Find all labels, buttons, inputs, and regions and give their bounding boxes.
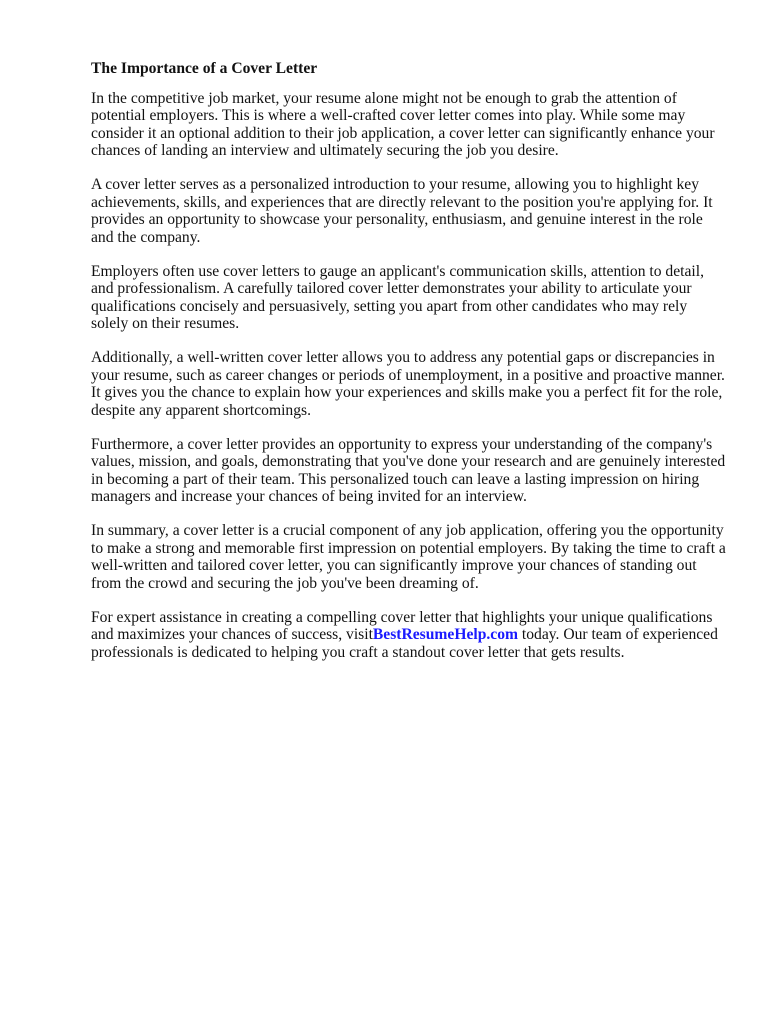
paragraph-summary: In summary, a cover letter is a crucial component of any job application, offering you the opportunity to make a strong and memorable first impression on potential employers. By taking the time to craft a well-written and tailored cover letter, you can significantly improve your chances of standing out from the crowd and securing the job you've been dreaming of. bbox=[91, 522, 726, 592]
paragraph-address-gaps: Additionally, a well-written cover letter allows you to address any potential gaps or discrepancies in your resume, such as career changes or periods of unemployment, in a positive and proactive manner. It gives you the chance to explain how your experiences and skills make you a perfect fit for the role, despite any apparent shortcomings. bbox=[91, 349, 725, 419]
paragraph-company-understanding: Furthermore, a cover letter provides an opportunity to express your understanding of the company's values, mission, and goals, demonstrating that you've done your research and are genuinely interested in becoming a part of their team. This personalized touch can leave a lasting impression on hiring managers and increase your chances of being invited for an interview. bbox=[91, 435, 726, 505]
closing-text-before-link: For expert assistance in creating a compelling cover letter that highlights your unique qualifications and maximizes your chances of success, visit bbox=[91, 608, 713, 643]
paragraph-closing bbox=[91, 609, 727, 662]
best-resume-help-link[interactable]: BestResumeHelp.com bbox=[372, 626, 518, 643]
document-title: The Importance of a Cover Letter bbox=[91, 60, 318, 77]
paragraph-personalized-introduction: A cover letter serves as a personalized introduction to your resume, allowing you to highlight key achievements, skills, and experiences that are directly relevant to the position you're applying for. It provides an opportunity to showcase your personality, enthusiasm, and genuine interest in the role and the company. bbox=[91, 176, 713, 246]
document-page bbox=[91, 60, 727, 678]
paragraph-intro: In the competitive job market, your resume alone might not be enough to grab the attention of potential employers. This is where a well-crafted cover letter comes into play. While some may consider it an optional addition to their job application, a cover letter can significantly enhance your chances of landing an interview and ultimately securing the job you desire. bbox=[91, 89, 715, 159]
paragraph-communication-skills: Employers often use cover letters to gauge an applicant's communication skills, attention to detail, and professionalism. A carefully tailored cover letter demonstrates your ability to articulate your qualifications concisely and persuasively, setting you apart from other candidates who may rely solely on their resumes. bbox=[91, 262, 704, 332]
closing-text-after-link: today. Our team of experienced professionals is dedicated to helping you craft a standout cover letter that gets results. bbox=[91, 626, 718, 661]
